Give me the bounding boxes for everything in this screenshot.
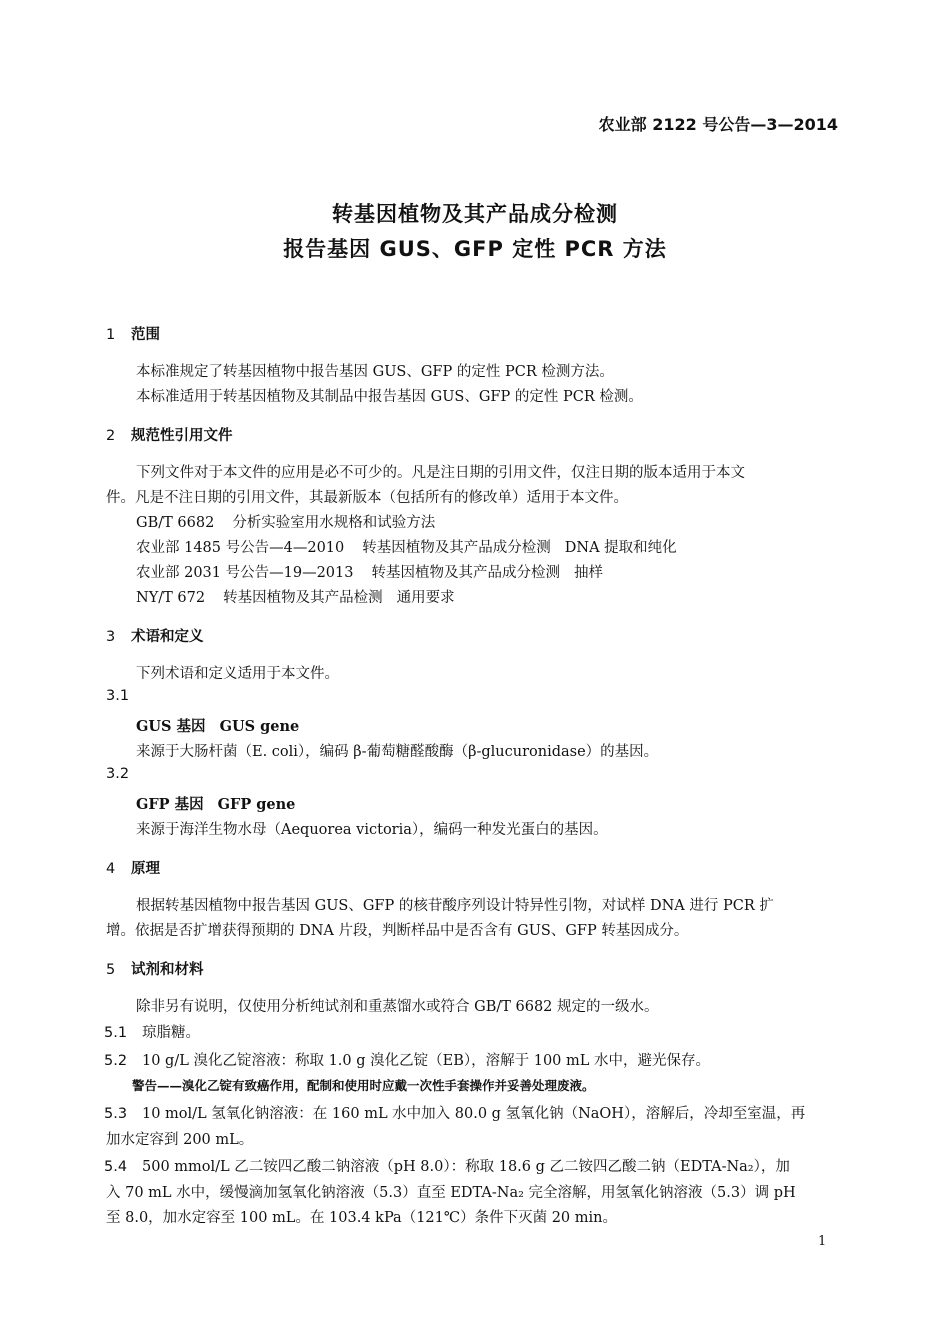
clause-text: 500 mmol/L 乙二铵四乙酸二钠溶液（pH 8.0）：称取 18.6 g 乙二铵四乙酸二钠（EDTA-Na₂），加	[142, 1159, 790, 1175]
term-heading	[136, 715, 299, 736]
paragraph: 本标准规定了转基因植物中报告基因 GUS、GFP 的定性 PCR 检测方法。	[136, 364, 614, 380]
reference-item	[136, 511, 435, 532]
paragraph: 本标准适用于转基因植物及其制品中报告基因 GUS、GFP 的定性 PCR 检测。	[136, 389, 643, 405]
clause-5-3	[104, 1102, 805, 1123]
doc-title-line1: 转基因植物及其产品成分检测	[332, 202, 618, 226]
reference-title-part: 抽样	[573, 565, 603, 581]
clause-number: 3.2	[106, 766, 130, 782]
section-number: 1	[106, 327, 116, 343]
reference-title: 转基因植物及其产品成分检测	[371, 565, 560, 581]
section-3-heading	[106, 625, 204, 646]
section-number: 4	[106, 861, 116, 877]
clause-number: 5.1	[104, 1025, 128, 1041]
paragraph: 除非另有说明，仅使用分析纯试剂和重蒸馏水或符合 GB/T 6682 规定的一级水。	[136, 999, 659, 1015]
section-number: 3	[106, 629, 116, 645]
clause-number: 5.3	[104, 1106, 128, 1122]
reference-title: 转基因植物及其产品检测	[223, 590, 383, 606]
clause-text-cont: 加水定容到 200 mL。	[106, 1132, 254, 1148]
section-title: 术语和定义	[131, 629, 204, 645]
clause-text: 10 g/L 溴化乙锭溶液：称取 1.0 g 溴化乙锭（EB），溶解于 100 mL 水中，避光保存。	[142, 1053, 711, 1069]
reference-code: GB/T 6682	[136, 515, 215, 531]
standard-code: 农业部 2122 号公告—3—2014	[598, 115, 838, 134]
section-1-heading	[106, 323, 160, 344]
reference-item	[136, 536, 677, 557]
section-title: 试剂和材料	[131, 962, 204, 978]
paragraph: 下列文件对于本文件的应用是必不可少的。凡是注日期的引用文件，仅注日期的版本适用于本文	[136, 465, 745, 481]
reference-code: 农业部 1485 号公告—4—2010	[136, 540, 345, 556]
doc-title-line2: 报告基因 GUS、GFP 定性 PCR 方法	[283, 237, 667, 261]
paragraph: 下列术语和定义适用于本文件。	[136, 666, 339, 682]
reference-title-part: DNA 提取和纯化	[564, 540, 677, 556]
reference-item	[136, 561, 603, 582]
clause-5-1	[104, 1021, 200, 1042]
section-number: 5	[106, 962, 116, 978]
clause-text-cont: 入 70 mL 水中，缓慢滴加氢氧化钠溶液（5.3）直至 EDTA-Na₂ 完全溶解，用氢氧化钠溶液（5.3）调 pH	[106, 1185, 796, 1201]
clause-text: 琼脂糖。	[142, 1025, 200, 1041]
clause-number: 5.2	[104, 1053, 128, 1069]
term-definition: 来源于大肠杆菌（E. coli），编码 β-葡萄糖醛酸酶（β-glucuronidase）的基因。	[136, 744, 659, 760]
clause-number: 5.4	[104, 1159, 128, 1175]
section-title: 规范性引用文件	[131, 428, 233, 444]
reference-code: 农业部 2031 号公告—19—2013	[136, 565, 354, 581]
term-definition: 来源于海洋生物水母（Aequorea victoria），编码一种发光蛋白的基因。	[136, 822, 608, 838]
warning-note: 警告——溴化乙锭有致癌作用，配制和使用时应戴一次性手套操作并妥善处理废液。	[132, 1078, 595, 1093]
section-5-heading	[106, 958, 204, 979]
paragraph-cont: 件。凡是不注日期的引用文件，其最新版本（包括所有的修改单）适用于本文件。	[106, 490, 628, 506]
term-heading	[136, 793, 295, 814]
reference-title: 分析实验室用水规格和试验方法	[232, 515, 436, 531]
reference-title-part: 通用要求	[396, 590, 455, 606]
clause-5-4	[104, 1155, 790, 1176]
paragraph: 根据转基因植物中报告基因 GUS、GFP 的核苷酸序列设计特异性引物，对试样 DNA 进行 PCR 扩	[136, 898, 774, 914]
clause-number: 3.1	[106, 688, 130, 704]
term-english: GUS gene	[219, 718, 300, 735]
reference-code: NY/T 672	[136, 590, 206, 606]
section-title: 原理	[131, 861, 160, 877]
term-chinese: GUS 基因	[136, 718, 206, 735]
reference-title: 转基因植物及其产品成分检测	[362, 540, 551, 556]
term-chinese: GFP 基因	[136, 796, 204, 813]
paragraph-cont: 增。依据是否扩增获得预期的 DNA 片段，判断样品中是否含有 GUS、GFP 转基因成分。	[106, 923, 689, 939]
section-number: 2	[106, 428, 116, 444]
page-number: 1	[818, 1234, 827, 1249]
clause-text: 10 mol/L 氢氧化钠溶液：在 160 mL 水中加入 80.0 g 氢氧化钠（NaOH），溶解后，冷却至室温，再	[142, 1106, 806, 1122]
reference-item	[136, 586, 455, 607]
term-english: GFP gene	[217, 796, 296, 813]
clause-5-2	[104, 1049, 710, 1070]
section-2-heading	[106, 424, 233, 445]
section-title: 范围	[131, 327, 160, 343]
clause-text-cont: 至 8.0，加水定容至 100 mL。在 103.4 kPa（121℃）条件下灭菌 20 min。	[106, 1210, 617, 1226]
section-4-heading	[106, 857, 160, 878]
